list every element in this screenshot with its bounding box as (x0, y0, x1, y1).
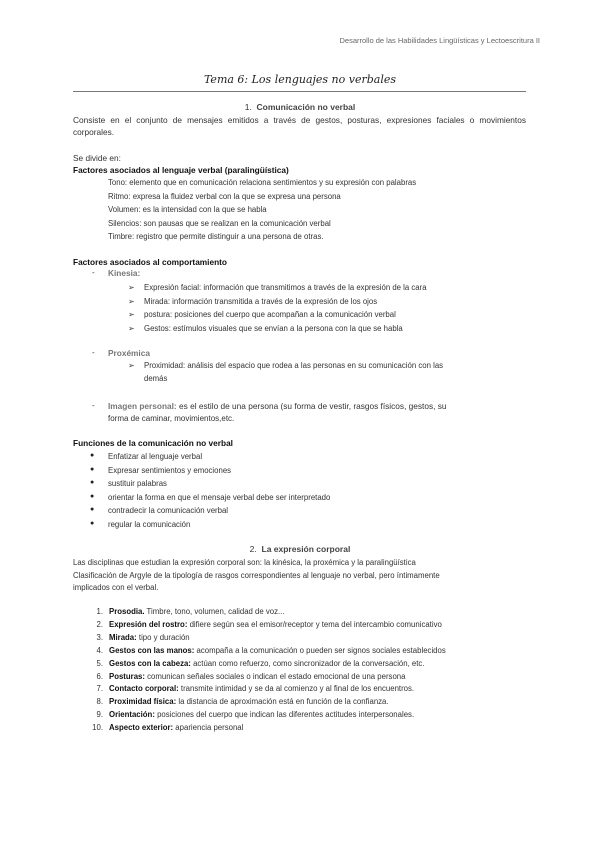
argyle-label: Mirada: (109, 632, 137, 642)
kinesia-label: Kinesia: (108, 268, 141, 278)
arrow-bullet-icon: ➢ (128, 296, 135, 306)
argyle-label: Prosodia. (109, 607, 145, 616)
argyle-label: Aspecto exterior: (109, 723, 174, 733)
argyle-number: 2. (96, 619, 103, 629)
paraling-heading: Factores asociados al lenguaje verbal (paralingüística) (73, 165, 289, 175)
argyle-text: tipo y duración (136, 632, 190, 642)
argyle-label: Proximidad física: (109, 697, 177, 707)
proxemica-line-1: Proximidad: análisis del espacio que rodea a las personas en su comunicación con las (144, 361, 444, 370)
bullet-icon: ● (90, 479, 95, 486)
funcion-item: Expresar sentimientos y emociones (108, 465, 232, 475)
argyle-number: 1. (96, 607, 103, 616)
bullet-icon: ● (90, 452, 95, 459)
paraling-item: Silencios: son pausas que se realizan en la comunicación verbal (108, 218, 331, 228)
argyle-number: 9. (96, 710, 103, 720)
section-2-line-1: Las disciplinas que estudian la expresión corporal son: la kinésica, la proxémica y la paralingüística (73, 558, 416, 567)
kinesia-item: postura: posiciones del cuerpo que acompañan a la comunicación verbal (144, 310, 396, 319)
section-1-number: 1. (244, 102, 252, 112)
funcion-item: sustituir palabras (108, 479, 167, 488)
kinesia-item: Expresión facial: información que transmitimos a través de la expresión de la cara (144, 283, 427, 292)
comport-heading: Factores asociados al comportamiento (73, 257, 227, 267)
bullet-icon: ● (90, 465, 95, 473)
kinesia-item: Mirada: información transmitida a través de la expresión de los ojos (144, 296, 378, 306)
argyle-label: Orientación: (109, 710, 155, 720)
divide-label: Se divide en: (73, 153, 121, 163)
section-2-title: La expresión corporal (261, 544, 351, 554)
argyle-number: 10. (92, 723, 103, 733)
page-title: Tema 6: Los lenguajes no verbales (203, 73, 397, 86)
paraling-item: Tono: elemento que en comunicación relaciona sentimientos y su expresión con palabras (108, 178, 417, 187)
page-header: Desarrollo de las Habilidades Lingüísticas y Lectoescritura II (339, 36, 540, 45)
argyle-number: 6. (96, 671, 103, 681)
argyle-item (109, 607, 285, 616)
argyle-text: transmite intimidad y se da al comienzo y al final de los encuentros. (178, 684, 415, 694)
funciones-heading: Funciones de la comunicación no verbal (73, 438, 233, 448)
argyle-label: Contacto corporal: (109, 684, 179, 694)
dash-bullet: - (92, 401, 95, 410)
paraling-item: Timbre: registro que permite distinguir a una persona de otras. (108, 232, 324, 241)
argyle-item (109, 684, 414, 693)
section-2-line-3: implicados con el verbal. (73, 583, 159, 592)
funcion-item: Enfatizar al lenguaje verbal (108, 452, 203, 461)
section-2-line-2: Clasificación de Argyle de la tipología de rasgos correspondientes al lenguaje no verbal, pero íntimamente (73, 571, 440, 580)
funcion-item: contradecir la comunicación verbal (108, 506, 229, 515)
argyle-number: 3. (96, 632, 103, 642)
proxemica-line-2: demás (144, 374, 168, 383)
section-1-intro: Consiste en el conjunto de mensajes emitidos a través de gestos, posturas, expresiones faciales o movimientos corporales. (73, 115, 526, 137)
arrow-bullet-icon: ➢ (128, 323, 135, 333)
argyle-label: Gestos con la cabeza: (109, 658, 191, 668)
argyle-item (109, 710, 414, 719)
bullet-icon: ● (90, 519, 95, 527)
arrow-bullet-icon: ➢ (128, 283, 135, 292)
dash-bullet: - (92, 348, 95, 357)
argyle-item (109, 659, 425, 668)
argyle-item (109, 697, 389, 706)
arrow-bullet-icon: ➢ (128, 310, 135, 319)
section-2-heading (0, 544, 600, 554)
argyle-text: acompaña a la comunicación o pueden ser signos sociales establecidos (194, 645, 446, 655)
argyle-label: Gestos con las manos: (109, 645, 195, 655)
argyle-item (109, 672, 405, 681)
argyle-item (109, 620, 442, 629)
argyle-item (109, 723, 243, 732)
argyle-item (109, 633, 190, 642)
paraling-item: Ritmo: expresa la fluidez verbal con la que se expresa una persona (108, 191, 341, 201)
bullet-icon: ● (90, 506, 95, 513)
proxemica-label: Proxémica (108, 348, 150, 358)
argyle-number: 8. (96, 697, 103, 707)
argyle-number: 7. (96, 684, 103, 694)
imagen-line-2: forma de caminar, movimientos,etc. (108, 414, 235, 423)
title-divider (73, 91, 526, 92)
argyle-text: la distancia de aproximación está en función de la confianza. (176, 697, 389, 707)
section-1-heading (0, 102, 600, 112)
funcion-item: regular la comunicación (108, 519, 191, 529)
bullet-icon: ● (90, 492, 95, 500)
section-1-title: Comunicación no verbal (256, 102, 356, 112)
argyle-number: 5. (96, 658, 103, 668)
argyle-text: posiciones del cuerpo que indican las diferentes actitudes interpersonales. (154, 710, 415, 720)
argyle-item (109, 646, 446, 655)
imagen-text: es el estilo de una persona (su forma de vestir, rasgos físicos, gestos, su (179, 401, 447, 411)
argyle-label: Expresión del rostro: (109, 619, 188, 629)
paraling-item: Volumen: es la intensidad con la que se habla (108, 205, 267, 214)
arrow-bullet-icon: ➢ (128, 361, 135, 370)
kinesia-item: Gestos: estímulos visuales que se envían a la persona con la que se habla (144, 323, 403, 333)
dash-bullet: - (92, 268, 95, 277)
section-2-number: 2. (249, 544, 257, 554)
argyle-text: comunican señales sociales o indican el estado emocional de una persona (144, 671, 406, 681)
argyle-text: difiere según sea el emisor/receptor y tema del intercambio comunicativo (187, 619, 442, 629)
argyle-text: actúan como refuerzo, como sincronizador de la conversación, etc. (190, 658, 425, 668)
argyle-text: Timbre, tono, volumen, calidad de voz... (144, 607, 285, 616)
argyle-label: Posturas: (109, 671, 145, 681)
imagen-line-1 (108, 400, 447, 412)
funcion-item: orientar la forma en que el mensaje verbal debe ser interpretado (108, 492, 331, 502)
argyle-number: 4. (96, 645, 103, 655)
argyle-text: apariencia personal (173, 723, 244, 733)
imagen-label: Imagen personal: (108, 401, 177, 411)
